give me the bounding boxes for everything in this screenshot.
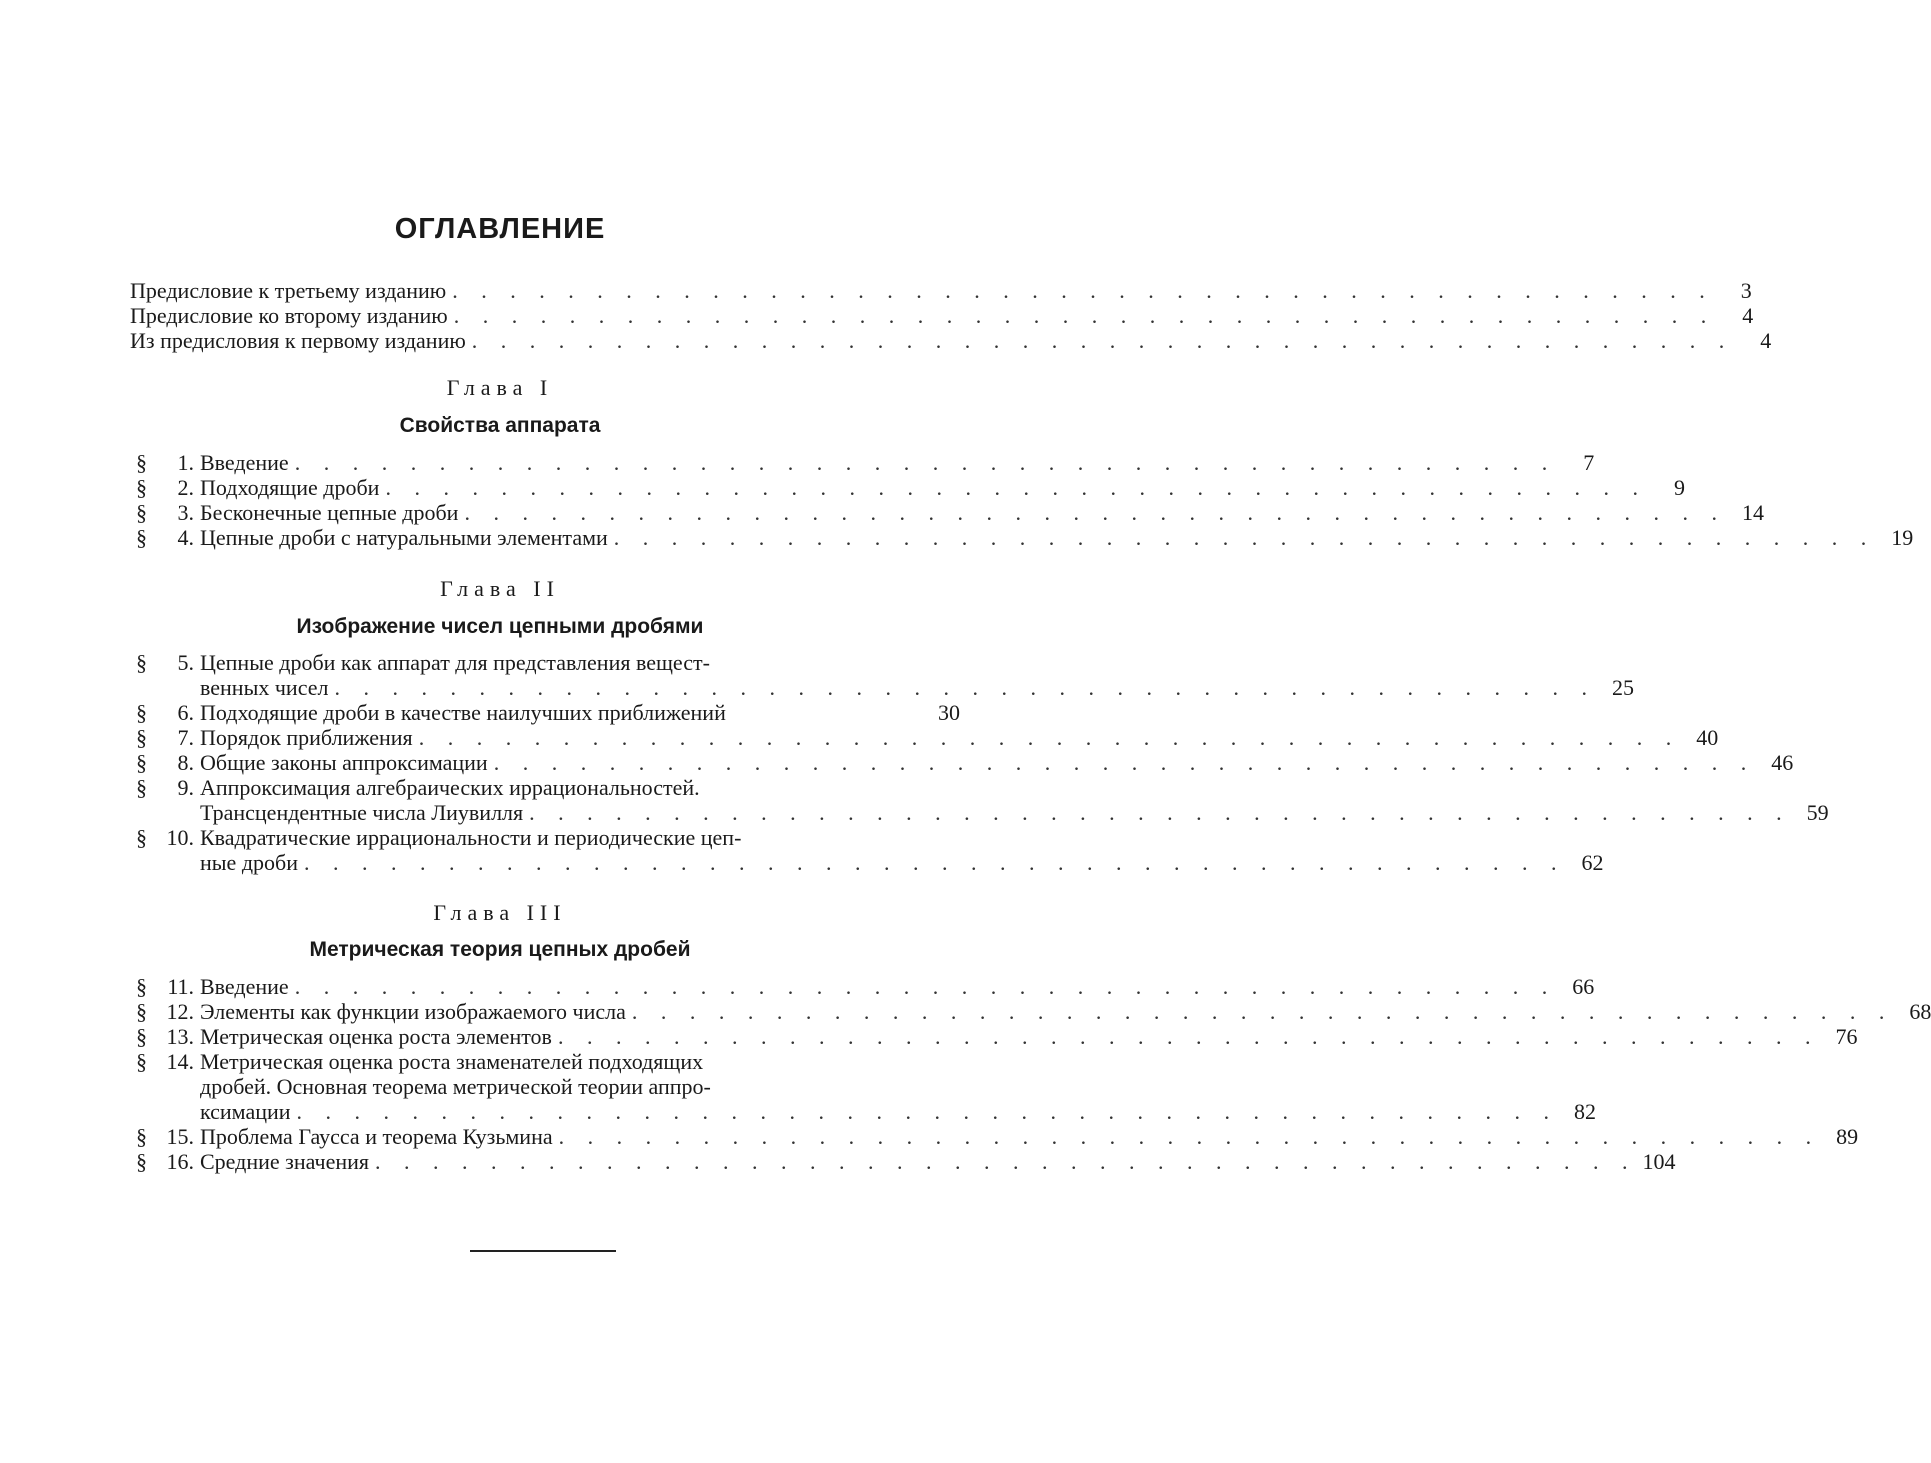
chapter-3-sections <box>130 974 1931 1174</box>
entry-text: Метрическая оценка роста знаменателей подходящих <box>200 1049 704 1074</box>
chapter-2-sections <box>130 650 1829 875</box>
entry-text: Предисловие ко второму изданию <box>130 303 448 328</box>
page-number: 76 <box>1835 1024 1858 1049</box>
section-number: § 14. <box>136 1049 194 1074</box>
page-number: 30 <box>938 700 960 725</box>
toc-entry[interactable] <box>130 1124 1859 1149</box>
section-number: § 15. <box>136 1124 194 1149</box>
dot-leader: . . . . . . . . . . . . . . . . . . . . . . . . . . . . . . . . . . . . . . . . . . . . <box>334 675 1596 700</box>
entry-text: Бесконечные цепные дроби <box>200 500 459 525</box>
entry-text: Квадратические иррациональности и периодические цеп- <box>200 825 742 850</box>
dot-leader: . . . . . . . . . . . . . . . . . . . . . . . . . . . . . . . . . . . . . . . . . . . . <box>558 1124 1821 1149</box>
toc-entry[interactable] <box>130 700 960 725</box>
entry-text: дробей. Основная теорема метрической теории аппро- <box>200 1074 711 1099</box>
toc-entry-line[interactable] <box>130 650 960 675</box>
section-number: § 5. <box>136 650 194 675</box>
entry-text: ные дроби <box>200 850 298 875</box>
prefaces-list <box>130 278 1772 353</box>
section-number: § 13. <box>136 1024 194 1049</box>
entry-text: Предисловие к третьему изданию <box>130 278 447 303</box>
chapter-label: Глава II <box>440 576 560 601</box>
dot-leader: . . . . . . . . . . . . . . . . . . . . . . . . . . . . . . . . . . . . . . . . . . . . <box>385 475 1647 500</box>
entry-text: Средние значения <box>200 1149 369 1174</box>
toc-entry[interactable] <box>130 1024 1858 1049</box>
toc-entry-line[interactable] <box>130 775 960 800</box>
page-number: 14 <box>1741 500 1764 525</box>
toc-entry[interactable] <box>130 525 1914 550</box>
page-number: 62 <box>1581 850 1604 875</box>
chapter-title: Изображение чисел цепными дробями <box>296 615 704 638</box>
entry-text: Трансцендентные числа Лиувилля <box>200 800 524 825</box>
entry-text: Аппроксимация алгебраических иррациональностей. <box>200 775 700 800</box>
dot-leader: . . . . . . . . . . . . . . . . . . . . . . . . . . . . . . . . . . . . . . . . . . . . <box>294 974 1557 999</box>
section-number: § 11. <box>136 974 194 999</box>
entry-text: венных чисел <box>200 675 329 700</box>
section-number: § 16. <box>136 1149 194 1174</box>
toc-entry[interactable] <box>130 675 1634 700</box>
dot-leader: . . . . . . . . . . . . . . . . . . . . . . . . . . . . . . . . . . . . . . . . . . . . <box>471 328 1734 353</box>
toc-entry[interactable] <box>130 850 1604 875</box>
entry-text: Введение <box>200 974 289 999</box>
page-number: 3 <box>1740 278 1752 303</box>
page-number: 4 <box>1742 303 1754 328</box>
dot-leader: . . . . . . . . . . . . . . . . . . . . . . . . . . . . . . . . . . . . . . . . . . . . <box>557 1024 1820 1049</box>
page-number: 104 <box>1642 1149 1676 1174</box>
section-number: § 4. <box>136 525 194 550</box>
section-number: § 9. <box>136 775 194 800</box>
chapter-label: Глава I <box>446 375 554 400</box>
entry-text: Элементы как функции изображаемого числа <box>200 999 626 1024</box>
page-number: 82 <box>1574 1099 1597 1124</box>
page-number: 59 <box>1806 800 1829 825</box>
section-number: § 2. <box>136 475 194 500</box>
section-number: § 8. <box>136 750 194 775</box>
dot-leader: . . . . . . . . . . . . . . . . . . . . . . . . . . . . . . . . . . . . . . . . . . . . <box>464 500 1726 525</box>
page-number: 7 <box>1583 450 1595 475</box>
page-title: ОГЛАВЛЕНИЕ <box>394 213 606 245</box>
page-number: 40 <box>1696 725 1719 750</box>
dot-leader: . . . . . . . . . . . . . . . . . . . . . . . . . . . . . . . . . . . . . . . . . . . . <box>631 999 1894 1024</box>
dot-leader: . . . . . . . . . . . . . . . . . . . . . . . . . . . . . . . . . . . . . . . . . . . . <box>294 450 1557 475</box>
dot-leader: . . . . . . . . . . . . . . . . . . . . . . . . . . . . . . . . . . . . . . . . . . . . <box>375 1149 1637 1174</box>
entry-text: Цепные дроби как аппарат для представления вещест- <box>200 650 710 675</box>
toc-entry[interactable] <box>130 750 1794 775</box>
toc-entry[interactable] <box>130 500 1764 525</box>
entry-text: Общие законы аппроксимации <box>200 750 488 775</box>
dot-leader: . . . . . . . . . . . . . . . . . . . . . . . . . . . . . . . . . . . . . . . . . . . . <box>453 303 1716 328</box>
dot-leader: . . . . . . . . . . . . . . . . . . . . . . . . . . . . . . . . . . . . . . . . . . . . <box>303 850 1566 875</box>
toc-entry[interactable] <box>130 800 1829 825</box>
toc-entry[interactable] <box>130 328 1772 353</box>
entry-text: Подходящие дроби <box>200 475 380 500</box>
toc-entry[interactable] <box>130 450 1595 475</box>
chapter-1-sections <box>130 450 1914 550</box>
toc-entry[interactable] <box>130 278 1752 303</box>
chapter-title: Метрическая теория цепных дробей <box>309 938 691 961</box>
page-number: 25 <box>1611 675 1634 700</box>
toc-entry[interactable] <box>130 303 1754 328</box>
page-number: 19 <box>1891 525 1914 550</box>
toc-entry[interactable] <box>130 725 1719 750</box>
dot-leader: . . . . . . . . . . . . . . . . . . . . . . . . . . . . . . . . . . . . . . . . . . . . <box>418 725 1681 750</box>
page-number: 66 <box>1572 974 1595 999</box>
section-number: § 1. <box>136 450 194 475</box>
entry-text: Цепные дроби с натуральными элементами <box>200 525 608 550</box>
toc-entry[interactable] <box>130 475 1685 500</box>
end-rule <box>470 1250 616 1252</box>
page-number: 9 <box>1673 475 1685 500</box>
dot-leader: . . . . . . . . . . . . . . . . . . . . . . . . . . . . . . . . . . . . . . . . . . . . <box>613 525 1876 550</box>
toc-entry-line[interactable] <box>130 825 960 850</box>
toc-entry[interactable] <box>130 1099 1597 1124</box>
section-number: § 12. <box>136 999 194 1024</box>
page-number: 46 <box>1771 750 1794 775</box>
entry-text: Подходящие дроби в качестве наилучших приближений <box>200 700 726 725</box>
section-number: § 3. <box>136 500 194 525</box>
page-number: 89 <box>1836 1124 1859 1149</box>
entry-text: Метрическая оценка роста элементов <box>200 1024 552 1049</box>
entry-text: Введение <box>200 450 289 475</box>
section-number: § 10. <box>136 825 194 850</box>
dot-leader: . . . . . . . . . . . . . . . . . . . . . . . . . . . . . . . . . . . . . . . . . . . . <box>529 800 1791 825</box>
toc-entry[interactable] <box>130 1149 1676 1174</box>
section-number: § 6. <box>136 700 194 725</box>
toc-entry[interactable] <box>130 974 1595 999</box>
dot-leader: . . . . . . . . . . . . . . . . . . . . . . . . . . . . . . . . . . . . . . . . . . . . <box>296 1099 1559 1124</box>
toc-entry-line[interactable] <box>130 1049 960 1074</box>
chapter-title: Свойства аппарата <box>399 414 601 437</box>
entry-text: Порядок приближения <box>200 725 413 750</box>
section-number: § 7. <box>136 725 194 750</box>
entry-text: ксимации <box>200 1099 291 1124</box>
entry-text: Проблема Гаусса и теорема Кузьмина <box>200 1124 553 1149</box>
chapter-label: Глава III <box>433 900 567 925</box>
toc-entry[interactable] <box>130 999 1931 1024</box>
entry-text: Из предисловия к первому изданию <box>130 328 466 353</box>
page-number: 68 <box>1909 999 1931 1024</box>
dot-leader: . . . . . . . . . . . . . . . . . . . . . . . . . . . . . . . . . . . . . . . . . . . . <box>493 750 1756 775</box>
page-number: 4 <box>1760 328 1772 353</box>
dot-leader: . . . . . . . . . . . . . . . . . . . . . . . . . . . . . . . . . . . . . . . . . . . . <box>452 278 1714 303</box>
toc-entry-line[interactable] <box>130 1074 960 1099</box>
